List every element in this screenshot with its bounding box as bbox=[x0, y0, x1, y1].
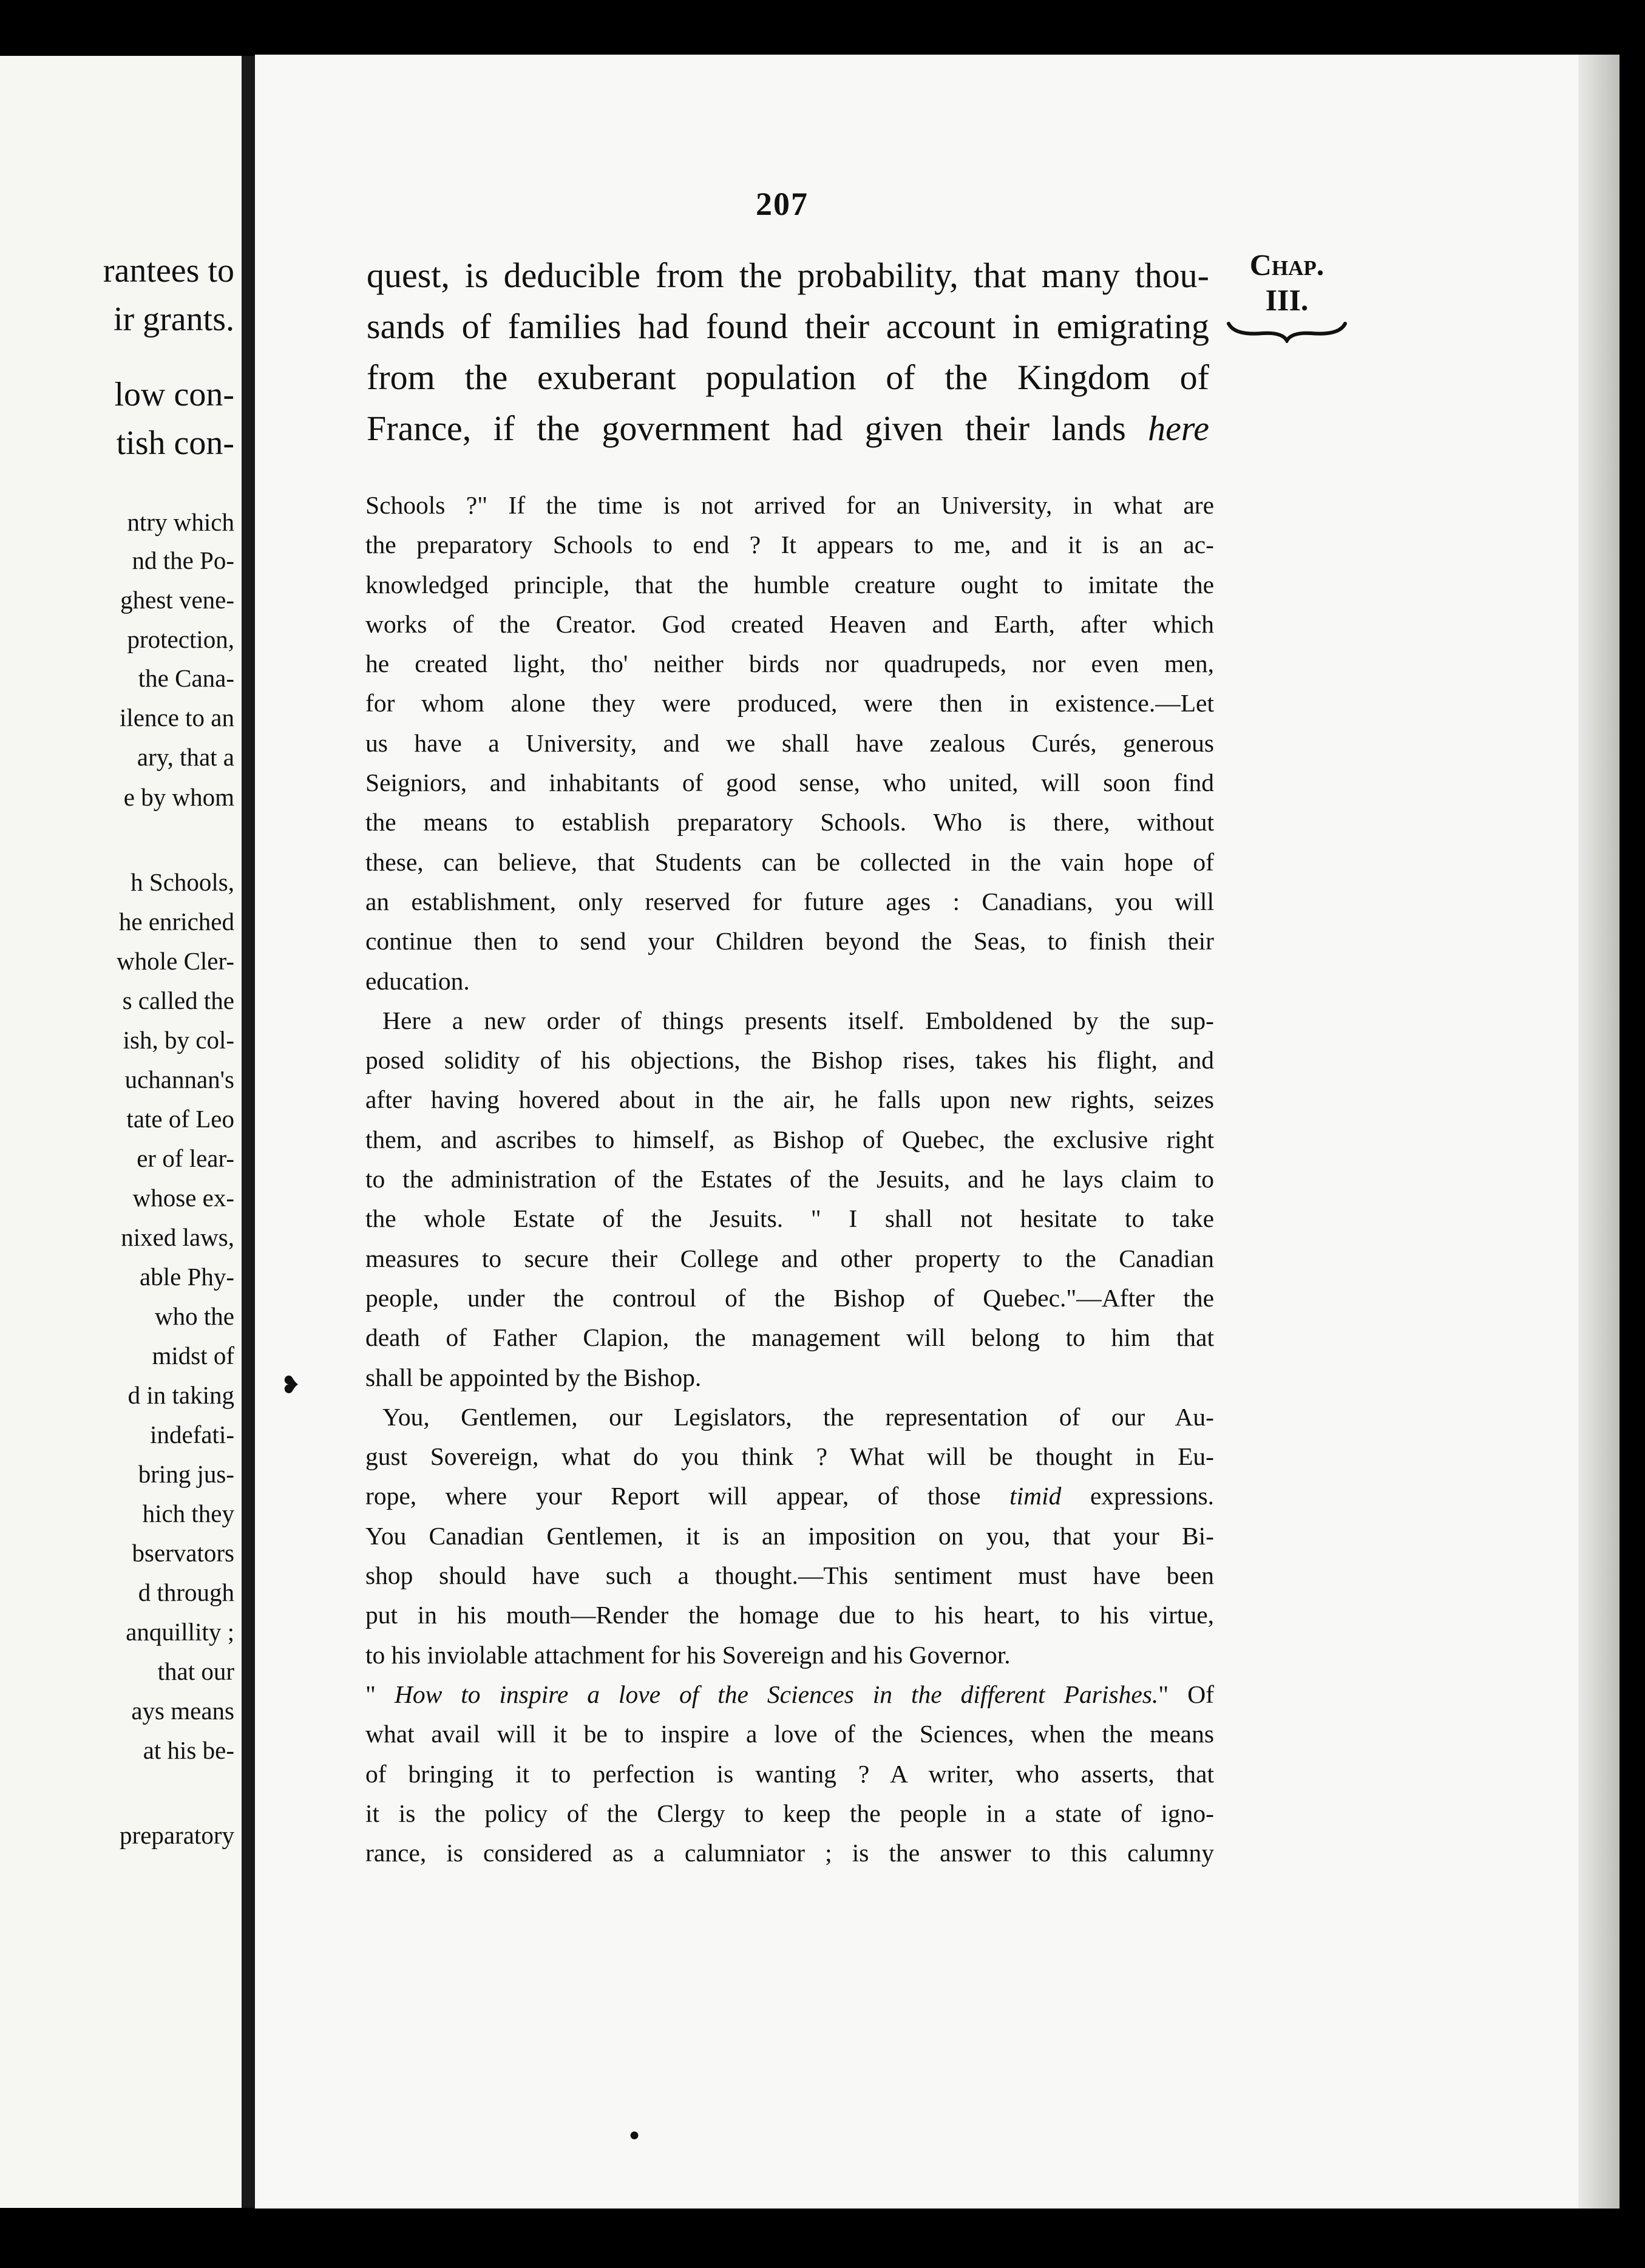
text-line: us have a University, and we shall have zealous Curés, generous bbox=[365, 728, 1214, 757]
text-line: shall be appointed by the Bishop. bbox=[365, 1363, 702, 1391]
left-page-fragment: e by whom bbox=[123, 783, 234, 811]
left-page-fragment: he enriched bbox=[118, 908, 234, 935]
left-page-fragment: whose ex- bbox=[132, 1184, 234, 1212]
left-page-fragment: nd the Po- bbox=[132, 546, 234, 574]
left-page-fragment: at his be- bbox=[143, 1736, 234, 1764]
text-line: You Canadian Gentlemen, it is an imposition on you, that your Bi- bbox=[365, 1521, 1214, 1550]
left-page-fragment: bservators bbox=[132, 1539, 234, 1567]
text-line: to the administration of the Estates of the Jesuits, and he lays claim to bbox=[365, 1165, 1214, 1193]
text-line: measures to secure their College and other property to the Canadian bbox=[365, 1244, 1214, 1272]
left-page-fragment: ary, that a bbox=[137, 743, 234, 771]
text-line: posed solidity of his objections, the Bishop rises, takes his flight, and bbox=[365, 1046, 1214, 1075]
text-line: people, under the controul of the Bishop of Quebec."—After the bbox=[365, 1283, 1214, 1312]
left-page-fragment: er of lear- bbox=[137, 1144, 234, 1172]
text-line: for whom alone they were produced, were then in existence.—Let bbox=[365, 689, 1214, 718]
text-line: Schools ?" If the time is not arrived for an University, in what are bbox=[365, 491, 1214, 519]
left-page-fragment: able Phy- bbox=[140, 1263, 234, 1291]
book-gutter bbox=[242, 56, 255, 2208]
text-line: knowledged principle, that the humble creature ought to imitate the bbox=[365, 570, 1214, 599]
text-line: shop should have such a thought.—This sentiment must have been bbox=[365, 1561, 1214, 1590]
chapter-label: Chap. bbox=[1249, 248, 1324, 282]
text-line: after having hovered about in the air, he falls upon new rights, seizes bbox=[365, 1085, 1214, 1114]
left-page-fragment: uchannan's bbox=[124, 1065, 234, 1093]
text-line-large: from the exuberant population of the Kingdom of bbox=[367, 358, 1209, 397]
text-line: of bringing it to perfection is wanting ? A writer, who asserts, that bbox=[365, 1759, 1214, 1788]
left-page-fragment: anquillity ; bbox=[126, 1618, 234, 1646]
left-page-fragment: ish, by col- bbox=[123, 1026, 234, 1054]
left-page-fragment: low con- bbox=[114, 376, 234, 413]
left-page-fragment: s called the bbox=[122, 986, 234, 1014]
left-page-fragment: ays means bbox=[131, 1697, 234, 1725]
text-line: rope, where your Report will appear, of those timid expressions. bbox=[365, 1482, 1214, 1510]
brace-icon bbox=[1226, 321, 1348, 343]
left-page-fragment: tish con- bbox=[116, 424, 234, 462]
body-text-small bbox=[365, 486, 1214, 1873]
ink-mark: ❥ bbox=[280, 1371, 301, 1399]
left-page-fragment: h Schools, bbox=[131, 868, 234, 896]
text-line: Seigniors, and inhabitants of good sense, who united, will soon find bbox=[365, 769, 1214, 797]
left-page-fragment: ghest vene- bbox=[120, 586, 234, 614]
left-page-fragment: ntry which bbox=[127, 508, 234, 536]
left-page bbox=[0, 56, 242, 2208]
left-page-fragment: that our bbox=[157, 1657, 234, 1685]
left-page-fragment: d in taking bbox=[127, 1381, 234, 1409]
left-page-fragment: tate of Leo bbox=[126, 1105, 234, 1133]
text-line: to his inviolable attachment for his Sovereign and his Governor. bbox=[365, 1640, 1011, 1669]
text-line: Here a new order of things presents itself. Emboldened by the sup- bbox=[382, 1006, 1214, 1034]
text-line-large: sands of families had found their account in emigrating bbox=[367, 307, 1209, 346]
text-line: them, and ascribes to himself, as Bishop of Quebec, the exclusive right bbox=[365, 1125, 1214, 1153]
text-line: education. bbox=[365, 966, 470, 995]
ink-mark: ● bbox=[629, 2125, 640, 2145]
text-line: an establishment, only reserved for future ages : Canadians, you will bbox=[365, 887, 1214, 915]
left-page-fragment: midst of bbox=[152, 1342, 234, 1370]
left-page-fragment: whole Cler- bbox=[117, 947, 234, 975]
text-line-large: quest, is deducible from the probability, that many thou- bbox=[367, 256, 1209, 295]
text-line: " How to inspire a love of the Sciences in the different Parishes." Of bbox=[365, 1680, 1214, 1708]
text-line: You, Gentlemen, our Legislators, the representation of our Au- bbox=[382, 1402, 1214, 1431]
left-page-fragment: bring jus- bbox=[138, 1460, 234, 1488]
text-line: the preparatory Schools to end ? It appears to me, and it is an ac- bbox=[365, 531, 1214, 559]
page-edge-shadow bbox=[1578, 55, 1620, 2209]
left-page-fragment: hich they bbox=[142, 1499, 234, 1527]
left-page-fragment: ir grants. bbox=[113, 300, 234, 338]
text-line: death of Father Clapion, the management will belong to him that bbox=[365, 1323, 1214, 1352]
text-line: put in his mouth—Render the homage due to his heart, to his virtue, bbox=[365, 1601, 1214, 1629]
text-line: what avail will it be to inspire a love of the Sciences, when the means bbox=[365, 1720, 1214, 1748]
text-line: it is the policy of the Clergy to keep the people in a state of igno- bbox=[365, 1799, 1214, 1827]
chapter-margin-note bbox=[1226, 248, 1348, 343]
text-line: continue then to send your Children beyond the Seas, to finish their bbox=[365, 927, 1214, 956]
text-line: works of the Creator. God created Heaven and Earth, after which bbox=[365, 609, 1214, 638]
left-page-fragment: protection, bbox=[127, 625, 234, 653]
page-number: 207 bbox=[756, 186, 809, 222]
left-page-fragment: d through bbox=[138, 1578, 234, 1606]
text-line-large: France, if the government had given their lands here bbox=[367, 409, 1209, 448]
chapter-number: III. bbox=[1265, 282, 1309, 317]
text-line: gust Sovereign, what do you think ? What will be thought in Eu- bbox=[365, 1442, 1214, 1471]
left-page-fragment: rantees to bbox=[103, 252, 234, 290]
left-page-fragment: the Cana- bbox=[138, 664, 234, 692]
left-page-fragment: indefati- bbox=[150, 1421, 234, 1448]
text-line: rance, is considered as a calumniator ; is the answer to this calumny bbox=[365, 1839, 1214, 1867]
text-line: the means to establish preparatory Schools. Who is there, without bbox=[365, 808, 1214, 837]
body-text-large bbox=[367, 250, 1209, 454]
text-line: the whole Estate of the Jesuits. " I shall not hesitate to take bbox=[365, 1204, 1214, 1233]
text-line: these, can believe, that Students can be collected in the vain hope of bbox=[365, 847, 1214, 876]
left-page-fragment: ilence to an bbox=[120, 704, 234, 732]
left-page-fragment: who the bbox=[155, 1302, 234, 1330]
left-page-fragment: nixed laws, bbox=[121, 1223, 234, 1251]
left-page-fragment: preparatory bbox=[120, 1821, 234, 1849]
text-line: he created light, tho' neither birds nor quadrupeds, nor even men, bbox=[365, 650, 1214, 678]
